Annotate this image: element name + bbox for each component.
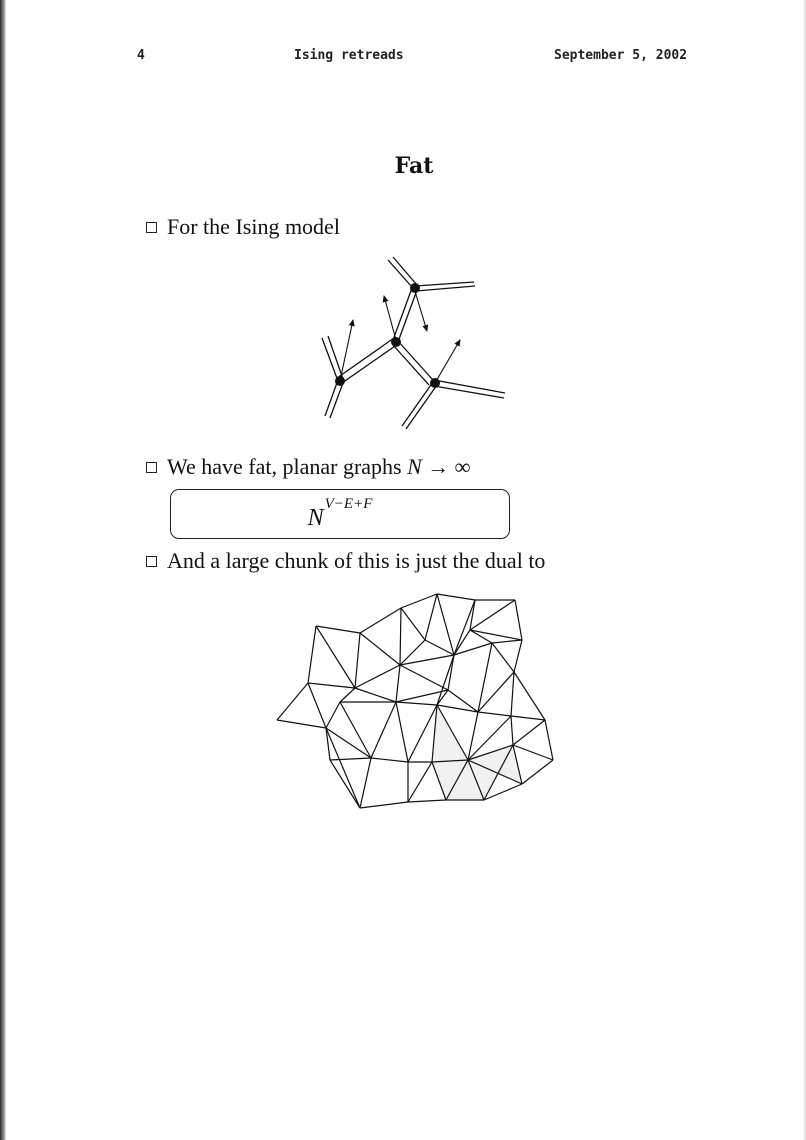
bullet-math: N → ∞ [407, 454, 471, 479]
triangulation-edge [326, 702, 340, 728]
triangulation-edge [408, 762, 432, 802]
triangulation-edge [401, 594, 437, 608]
triangulation-edge [437, 705, 478, 712]
triangulation-edge [492, 643, 514, 672]
formula-box [170, 489, 510, 539]
triangulation-edge [522, 760, 553, 784]
triangulation-edge [454, 600, 475, 655]
vertex-dot [391, 337, 401, 347]
vertex-dot [430, 378, 440, 388]
fat-edge [393, 288, 417, 342]
bullet-text: And a large chunk of this is just the dual to [167, 548, 546, 573]
triangulation-edge [360, 633, 400, 665]
vertex-dot [335, 376, 345, 386]
triangulation-edge [448, 690, 478, 712]
triangulation-edge [470, 600, 515, 630]
spin-down-arrow [414, 288, 427, 331]
triangulation-edge [400, 665, 448, 690]
ising-fat-graph-figure [300, 250, 520, 435]
running-title: Ising retreads [294, 48, 404, 63]
triangulation-edge [478, 672, 514, 712]
fat-edge [393, 340, 433, 385]
bullet-dual [146, 548, 545, 574]
triangulation-edge [308, 683, 326, 728]
bullet-text: For the Ising model [167, 214, 340, 239]
triangulation-edge [514, 672, 545, 720]
triangulation-edge [360, 608, 401, 633]
triangulation-edge [513, 745, 553, 760]
checkbox-bullet-icon [146, 462, 157, 473]
checkbox-bullet-icon [146, 222, 157, 233]
triangulation-edge [355, 633, 360, 688]
triangulation-edge [468, 712, 478, 760]
triangulation-edge [371, 702, 396, 758]
triangulation-edge [316, 626, 355, 688]
triangulation-edge [437, 655, 454, 705]
fat-edge [322, 336, 343, 381]
triangulation-edge [401, 608, 425, 640]
shaded-triangle-face [432, 705, 468, 762]
triangulation-edge [437, 594, 475, 600]
triangulation-edge [454, 643, 492, 655]
page-number: 4 [137, 48, 145, 63]
formula-base: N [307, 504, 324, 531]
triangulation-edge [511, 716, 513, 745]
fat-edge [415, 282, 475, 291]
bullet-text: We have fat, planar graphs [167, 454, 408, 479]
page-header [0, 48, 806, 70]
triangulation-edge [396, 665, 400, 702]
triangulation-edge [308, 683, 355, 688]
triangulation-edge [425, 594, 437, 640]
triangulation-edge [478, 712, 511, 716]
fat-edge [402, 382, 437, 429]
triangulation-edge [511, 672, 514, 716]
triangulation-edge [470, 600, 475, 630]
triangulation-edge [360, 802, 408, 808]
triangulation-edge [437, 594, 454, 655]
spin-up-arrow [435, 340, 460, 383]
triangulation-edge [511, 716, 545, 720]
triangulation-edge [400, 608, 401, 665]
triangulation-edge [478, 643, 492, 712]
triangulation-edge [316, 626, 360, 633]
triangulation-edge [396, 702, 408, 762]
triangulation-edge [448, 655, 454, 690]
header-date: September 5, 2002 [554, 48, 688, 63]
triangulation-edge [330, 758, 371, 760]
triangulation-edge [340, 702, 371, 758]
triangulation-edge [308, 626, 316, 683]
random-triangulation-figure [270, 585, 560, 815]
triangulation-edge [371, 758, 408, 762]
formula-exponent: V−E+F [324, 495, 373, 512]
triangulation-edge [514, 640, 522, 672]
bullet-fat-planar-graphs [146, 454, 470, 480]
triangulation-edge [330, 760, 360, 808]
fat-edge [388, 257, 417, 287]
triangulation-edge [355, 665, 400, 688]
triangulation-edge [340, 688, 355, 702]
triangulation-edge [360, 758, 371, 808]
slide-title: Fat [394, 153, 434, 179]
triangulation-edge [277, 720, 326, 728]
spin-up-arrow [384, 296, 396, 340]
triangulation-edge [545, 720, 553, 760]
triangulation-edge [492, 640, 522, 643]
bullet-ising-model [146, 214, 340, 240]
triangulation-edge [513, 720, 545, 745]
fat-edge [337, 338, 398, 383]
triangulation-edge [355, 688, 396, 702]
triangulation-edge [408, 800, 446, 802]
checkbox-bullet-icon [146, 556, 157, 567]
triangulation-edge [277, 683, 308, 720]
vertex-dot [410, 283, 420, 293]
triangulation-edge [515, 600, 522, 640]
triangulation-edge [396, 702, 437, 705]
fat-edge [434, 380, 505, 398]
triangulation-edge [425, 640, 454, 655]
